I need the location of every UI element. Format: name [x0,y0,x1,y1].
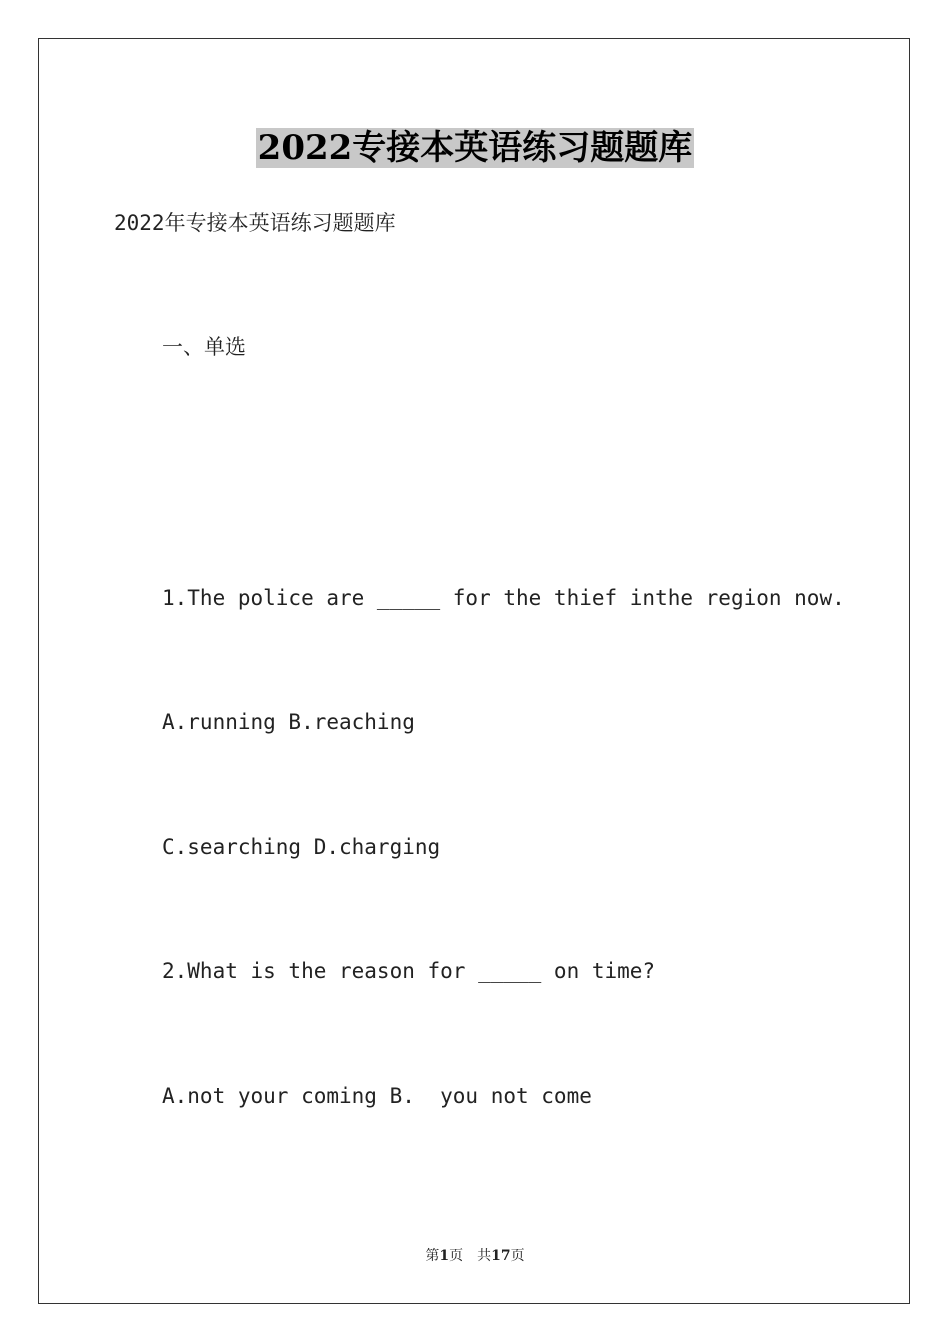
footer-total-suffix: 页 [510,1248,525,1264]
question-1-stem: 1.The police are _____ for the thief inthe region now. [162,586,845,610]
footer-page-suffix: 页 [449,1248,464,1264]
footer-total-pages: 17 [491,1248,511,1264]
page-footer [0,1246,950,1266]
question-1-options-cd: C.searching D.charging [162,835,441,859]
document-title-text: 2022专接本英语练习题题库 [257,128,693,168]
footer-page-prefix: 第 [425,1248,440,1264]
document-subtitle: 2022年专接本英语练习题题库 [114,211,396,235]
section-heading: 一、单选 [162,335,246,359]
footer-page-number: 1 [439,1248,450,1264]
footer-total-prefix: 共 [477,1248,492,1264]
question-1-options-ab: A.running B.reaching [162,710,415,734]
document-title [0,124,950,172]
question-2-options-ab: A.not your coming B. you not come [162,1084,592,1108]
question-2-stem: 2.What is the reason for _____ on time? [162,959,656,983]
